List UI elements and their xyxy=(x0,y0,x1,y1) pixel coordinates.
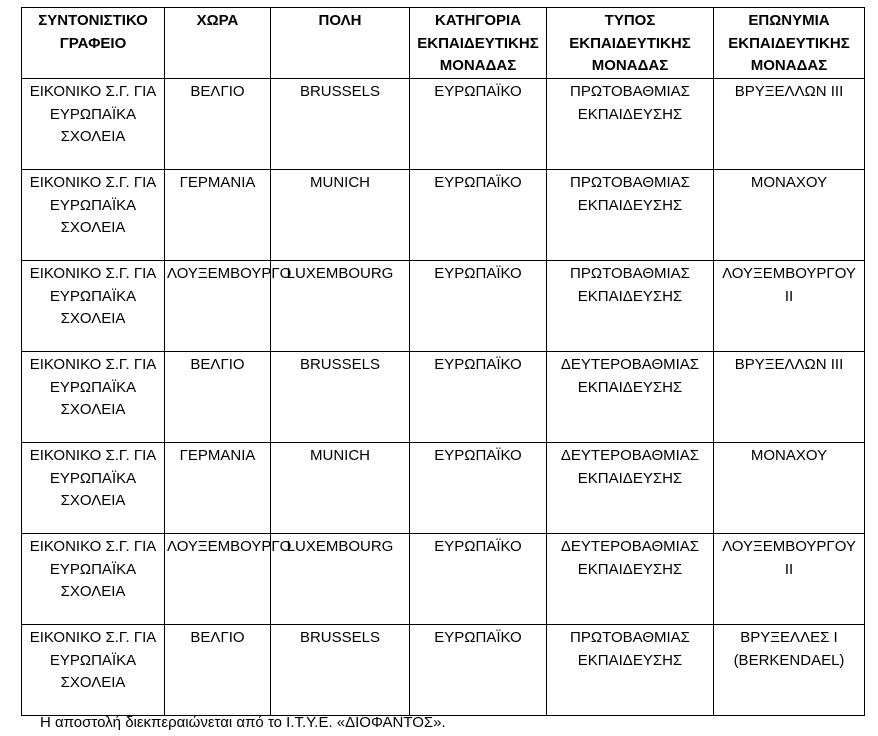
cell-coordinating-office: ΕΙΚΟΝΙΚΟ Σ.Γ. ΓΙΑ ΕΥΡΩΠΑΪΚΑ ΣΧΟΛΕΙΑ xyxy=(22,352,165,443)
table-row xyxy=(22,534,865,625)
cell-unit-name: ΜΟΝΑΧΟΥ xyxy=(714,170,865,261)
table-header-row xyxy=(22,8,865,79)
cell-unit-name: ΜΟΝΑΧΟΥ xyxy=(714,443,865,534)
table-row xyxy=(22,170,865,261)
cell-country: ΓΕΡΜΑΝΙΑ xyxy=(165,170,271,261)
cell-unit-category: ΕΥΡΩΠΑΪΚΟ xyxy=(410,261,547,352)
cell-city: BRUSSELS xyxy=(271,352,410,443)
footer-note: Η αποστολή διεκπεραιώνεται από το Ι.Τ.Υ.Ε. «ΔΙΟΦΑΝΤΟΣ». xyxy=(40,714,446,731)
cell-unit-type: ΔΕΥΤΕΡΟΒΑΘΜΙΑΣ ΕΚΠΑΙΔΕΥΣΗΣ xyxy=(547,443,714,534)
table-row xyxy=(22,79,865,170)
schools-table xyxy=(21,7,865,716)
cell-country: ΒΕΛΓΙΟ xyxy=(165,352,271,443)
cell-coordinating-office: ΕΙΚΟΝΙΚΟ Σ.Γ. ΓΙΑ ΕΥΡΩΠΑΪΚΑ ΣΧΟΛΕΙΑ xyxy=(22,625,165,716)
header-unit-type: ΤΥΠΟΣ ΕΚΠΑΙΔΕΥΤΙΚΗΣ ΜΟΝΑΔΑΣ xyxy=(547,8,714,79)
header-country: ΧΩΡΑ xyxy=(165,8,271,79)
cell-country: ΛΟΥΞΕΜΒΟΥΡΓΟ xyxy=(165,534,271,625)
cell-city: LUXEMBOURG xyxy=(271,261,410,352)
cell-city: MUNICH xyxy=(271,170,410,261)
cell-unit-name: ΒΡΥΞΕΛΛΩΝ III xyxy=(714,79,865,170)
cell-coordinating-office: ΕΙΚΟΝΙΚΟ Σ.Γ. ΓΙΑ ΕΥΡΩΠΑΪΚΑ ΣΧΟΛΕΙΑ xyxy=(22,170,165,261)
cell-country: ΓΕΡΜΑΝΙΑ xyxy=(165,443,271,534)
cell-unit-category: ΕΥΡΩΠΑΪΚΟ xyxy=(410,443,547,534)
table-row xyxy=(22,443,865,534)
cell-country: ΒΕΛΓΙΟ xyxy=(165,625,271,716)
header-coordinating-office: ΣΥΝΤΟΝΙΣΤΙΚΟ ΓΡΑΦΕΙΟ xyxy=(22,8,165,79)
cell-coordinating-office: ΕΙΚΟΝΙΚΟ Σ.Γ. ΓΙΑ ΕΥΡΩΠΑΪΚΑ ΣΧΟΛΕΙΑ xyxy=(22,79,165,170)
cell-city: MUNICH xyxy=(271,443,410,534)
table-row xyxy=(22,352,865,443)
header-city: ΠΟΛΗ xyxy=(271,8,410,79)
cell-unit-type: ΠΡΩΤΟΒΑΘΜΙΑΣ ΕΚΠΑΙΔΕΥΣΗΣ xyxy=(547,261,714,352)
cell-coordinating-office: ΕΙΚΟΝΙΚΟ Σ.Γ. ΓΙΑ ΕΥΡΩΠΑΪΚΑ ΣΧΟΛΕΙΑ xyxy=(22,443,165,534)
cell-unit-name: ΛΟΥΞΕΜΒΟΥΡΓΟΥ II xyxy=(714,261,865,352)
cell-city: BRUSSELS xyxy=(271,79,410,170)
cell-unit-type: ΔΕΥΤΕΡΟΒΑΘΜΙΑΣ ΕΚΠΑΙΔΕΥΣΗΣ xyxy=(547,352,714,443)
cell-unit-type: ΠΡΩΤΟΒΑΘΜΙΑΣ ΕΚΠΑΙΔΕΥΣΗΣ xyxy=(547,170,714,261)
cell-unit-category: ΕΥΡΩΠΑΪΚΟ xyxy=(410,534,547,625)
header-unit-name: ΕΠΩΝΥΜΙΑ ΕΚΠΑΙΔΕΥΤΙΚΗΣ ΜΟΝΑΔΑΣ xyxy=(714,8,865,79)
cell-unit-name: ΛΟΥΞΕΜΒΟΥΡΓΟΥ II xyxy=(714,534,865,625)
cell-unit-name: ΒΡΥΞΕΛΛΕΣ I (BERKENDAEL) xyxy=(714,625,865,716)
cell-coordinating-office: ΕΙΚΟΝΙΚΟ Σ.Γ. ΓΙΑ ΕΥΡΩΠΑΪΚΑ ΣΧΟΛΕΙΑ xyxy=(22,261,165,352)
cell-unit-category: ΕΥΡΩΠΑΪΚΟ xyxy=(410,79,547,170)
cell-unit-type: ΠΡΩΤΟΒΑΘΜΙΑΣ ΕΚΠΑΙΔΕΥΣΗΣ xyxy=(547,625,714,716)
cell-country: ΛΟΥΞΕΜΒΟΥΡΓΟ xyxy=(165,261,271,352)
header-unit-category: ΚΑΤΗΓΟΡΙΑ ΕΚΠΑΙΔΕΥΤΙΚΗΣ ΜΟΝΑΔΑΣ xyxy=(410,8,547,79)
cell-unit-name: ΒΡΥΞΕΛΛΩΝ III xyxy=(714,352,865,443)
cell-unit-type: ΠΡΩΤΟΒΑΘΜΙΑΣ ΕΚΠΑΙΔΕΥΣΗΣ xyxy=(547,79,714,170)
table-row xyxy=(22,261,865,352)
cell-unit-type: ΔΕΥΤΕΡΟΒΑΘΜΙΑΣ ΕΚΠΑΙΔΕΥΣΗΣ xyxy=(547,534,714,625)
cell-city: LUXEMBOURG xyxy=(271,534,410,625)
cell-unit-category: ΕΥΡΩΠΑΪΚΟ xyxy=(410,170,547,261)
cell-city: BRUSSELS xyxy=(271,625,410,716)
cell-country: ΒΕΛΓΙΟ xyxy=(165,79,271,170)
table-row xyxy=(22,625,865,716)
cell-unit-category: ΕΥΡΩΠΑΪΚΟ xyxy=(410,352,547,443)
cell-unit-category: ΕΥΡΩΠΑΪΚΟ xyxy=(410,625,547,716)
cell-coordinating-office: ΕΙΚΟΝΙΚΟ Σ.Γ. ΓΙΑ ΕΥΡΩΠΑΪΚΑ ΣΧΟΛΕΙΑ xyxy=(22,534,165,625)
